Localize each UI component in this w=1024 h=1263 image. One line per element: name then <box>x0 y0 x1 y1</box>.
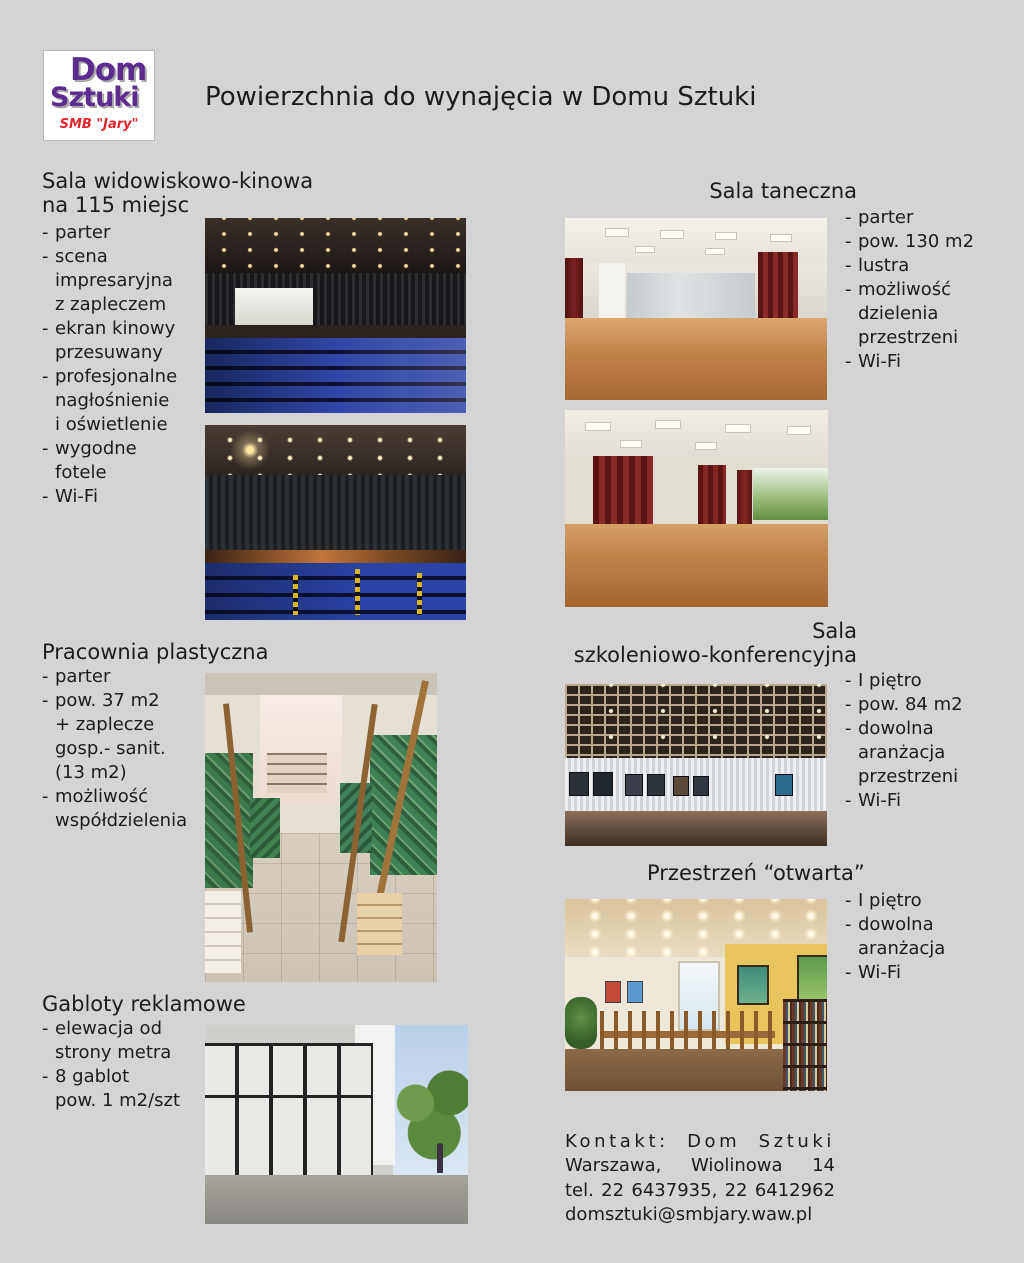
cinema-hall-heading: Sala widowiskowo-kinowa na 115 miejsc <box>42 169 314 217</box>
feature-item: - Wi-Fi <box>845 789 1015 813</box>
framed-picture <box>625 774 643 796</box>
ceiling-light <box>585 422 611 431</box>
ceiling-light <box>695 442 717 450</box>
conference-room-features <box>845 669 1015 813</box>
art-studio-features <box>42 665 202 833</box>
display-cases-photo <box>205 1025 468 1224</box>
contact-address: Warszawa, Wiolinowa 14 <box>565 1155 835 1177</box>
framed-picture <box>775 774 793 796</box>
dance-hall-heading: Sala taneczna <box>709 179 857 203</box>
framed-picture <box>569 772 589 796</box>
logo-word-dom: Dom <box>70 52 147 88</box>
ceiling-light <box>787 426 811 435</box>
ceiling <box>205 673 437 695</box>
seats <box>205 563 466 620</box>
feature-item: - I piętro <box>845 669 1015 693</box>
lamp-glow <box>230 430 270 470</box>
feature-item: - Wi-Fi <box>42 485 202 509</box>
wooden-floor <box>565 318 827 400</box>
logo-word-sztuki: Sztuki <box>50 82 139 113</box>
curtain <box>698 465 726 531</box>
ceiling-light <box>660 230 684 239</box>
conference-room-heading: Sala szkoleniowo-konferencyjna <box>573 619 857 667</box>
cinema-screen <box>235 288 313 325</box>
art-studio-heading: Pracownia plastyczna <box>42 640 269 664</box>
feature-item: - lustra <box>845 254 1015 278</box>
seat-marker <box>293 575 298 615</box>
cinema-hall-features <box>42 221 202 509</box>
column <box>599 263 625 321</box>
window <box>753 468 828 520</box>
pedestrian <box>437 1143 443 1173</box>
shiny-floor <box>565 811 827 846</box>
stage-lights <box>205 550 466 564</box>
framed-picture <box>673 776 689 796</box>
dom-sztuki-logo <box>43 50 155 141</box>
framed-picture <box>593 772 613 796</box>
ceiling-light <box>620 440 642 448</box>
stage-curtain <box>205 475 466 553</box>
feature-item: - 8 gablot pow. 1 m2/szt <box>42 1065 202 1113</box>
ceiling-light <box>715 232 737 240</box>
feature-item: - możliwość współdzielenia <box>42 785 202 833</box>
ceiling-light <box>635 246 655 253</box>
painting <box>737 965 769 1005</box>
conference-room-photo <box>565 684 827 846</box>
wooden-floor <box>565 524 828 607</box>
seats <box>205 338 466 413</box>
plant <box>565 997 597 1049</box>
ceiling <box>205 218 466 276</box>
feature-item: - pow. 37 m2 + zaplecze gosp.- sanit. (13 m2) <box>42 689 202 785</box>
cinema-hall-photo-seats <box>205 425 466 620</box>
mirror-wall <box>627 273 755 318</box>
street <box>205 1175 468 1224</box>
page-title: Powierzchnia do wynajęcia w Domu Sztuki <box>205 82 757 112</box>
feature-item: - I piętro <box>845 889 1015 913</box>
feature-item: - Wi-Fi <box>845 350 1015 374</box>
display-cases-features <box>42 1017 202 1113</box>
feature-item: - Wi-Fi <box>845 961 1015 985</box>
feature-item: - wygodne fotele <box>42 437 202 485</box>
logo-tagline: SMB "Jary" <box>59 117 139 132</box>
crate <box>205 891 241 973</box>
feature-item: - dowolna aranżacja przestrzeni <box>845 717 1015 789</box>
dance-hall-features <box>845 206 1015 374</box>
framed-picture <box>693 776 709 796</box>
painting <box>627 981 643 1003</box>
ceiling-light <box>770 234 792 242</box>
cinema-hall-photo-screen <box>205 218 466 413</box>
curtain <box>737 470 752 530</box>
painting-left <box>250 798 280 858</box>
seat-marker <box>355 569 360 615</box>
open-space-features <box>845 889 1015 985</box>
grid-ceiling <box>565 684 827 762</box>
open-space-photo <box>565 899 827 1091</box>
feature-item: - elewacja od strony metra <box>42 1017 202 1065</box>
trees <box>393 1063 468 1163</box>
art-studio-photo <box>205 673 437 982</box>
feature-item: - pow. 84 m2 <box>845 693 1015 717</box>
display-cases-heading: Gabloty reklamowe <box>42 992 246 1016</box>
painting <box>797 955 827 1003</box>
feature-item: - dowolna aranżacja <box>845 913 1015 961</box>
ceiling-light <box>725 424 751 433</box>
contact-email: domsztuki@smbjary.waw.pl <box>565 1204 813 1226</box>
ceiling-light <box>605 228 629 237</box>
feature-item: - parter <box>845 206 1015 230</box>
feature-item: - parter <box>42 665 202 689</box>
dance-hall-photo-mirrors <box>565 218 827 400</box>
ceiling-light <box>705 248 725 255</box>
ceiling-light <box>655 420 681 429</box>
seat-marker <box>417 573 422 615</box>
feature-item: - możliwość dzielenia przestrzeni <box>845 278 1015 350</box>
painting <box>605 981 621 1003</box>
feature-item: - profesjonalne nagłośnienie i oświetlenie <box>42 365 202 437</box>
bookshelf <box>783 999 827 1091</box>
contact-block <box>565 1130 835 1228</box>
dance-hall-photo-window <box>565 410 828 607</box>
feature-item: - scena impresaryjna z zapleczem <box>42 245 202 317</box>
open-space-heading: Przestrzeń “otwarta” <box>647 861 865 885</box>
painting-right <box>370 735 437 875</box>
feature-item: - pow. 130 m2 <box>845 230 1015 254</box>
feature-item: - parter <box>42 221 202 245</box>
window-transom <box>205 1095 373 1098</box>
contact-heading: Kontakt: Dom Sztuki <box>565 1131 835 1152</box>
shelves <box>267 753 327 793</box>
contact-phone: tel. 22 6437935, 22 6412962 <box>565 1179 835 1201</box>
feature-item: - ekran kinowy przesuwany <box>42 317 202 365</box>
framed-picture <box>647 774 665 796</box>
crate <box>357 893 402 955</box>
